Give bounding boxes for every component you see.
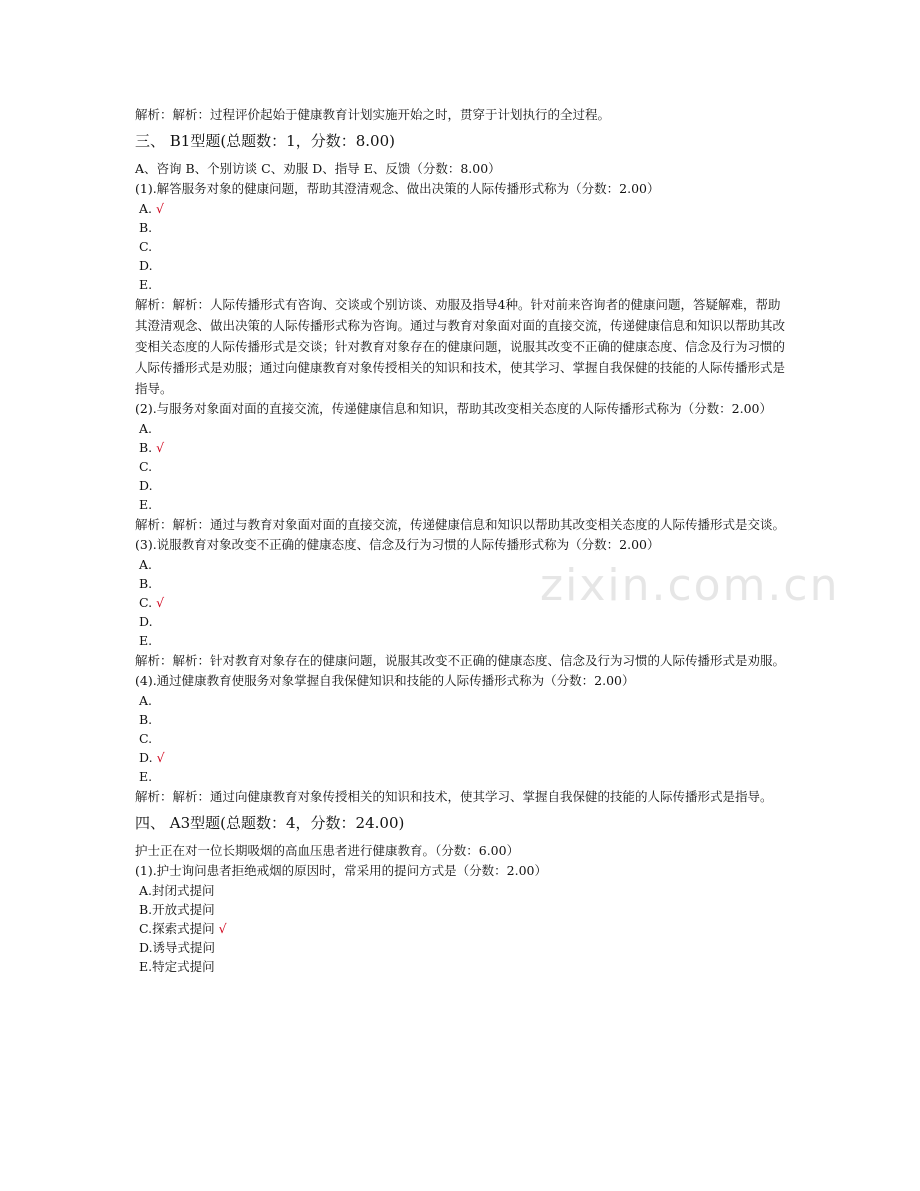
answer-option — [135, 574, 787, 593]
answer-option-label: B. — [139, 220, 153, 235]
answer-option-label: C. — [139, 731, 153, 746]
answer-option — [135, 767, 787, 786]
watermark: zixin.com.cn — [540, 560, 840, 611]
explanation-text — [135, 786, 787, 807]
answer-option-label: E. — [139, 277, 153, 292]
question-text-label: (3).说服教育对象改变不正确的健康态度、信念及行为习惯的人际传播形式称为（分数：2.00） — [135, 537, 660, 552]
question-text-label: (1).解答服务对象的健康问题，帮助其澄清观念、做出决策的人际传播形式称为（分数：2.00） — [135, 181, 660, 196]
answer-option-label: D. — [139, 258, 153, 273]
answer-option-label: E.特定式提问 — [139, 959, 215, 974]
answer-option — [135, 729, 787, 748]
answer-option-label: E. — [139, 633, 153, 648]
answer-option — [135, 691, 787, 710]
section-heading-label: 四、 A3型题(总题数：4，分数：24.00) — [135, 814, 405, 832]
explanation-text-label: 解析：解析：通过向健康教育对象传授相关的知识和技术，使其学习、掌握自我保健的技能的人际传播形式是指导。 — [135, 789, 773, 804]
question-text — [135, 535, 787, 555]
explanation-text-label: 解析：解析：通过与教育对象面对面的直接交流，传递健康信息和知识以帮助其改变相关态度的人际传播形式是交谈。 — [135, 517, 786, 532]
answer-option-label: E. — [139, 497, 153, 512]
answer-option-label: B. — [139, 576, 153, 591]
answer-option-label: C.探索式提问 — [139, 921, 215, 936]
answer-option — [135, 199, 787, 218]
answer-option-label: B.开放式提问 — [139, 902, 215, 917]
correct-check-icon: √ — [156, 595, 165, 610]
question-text — [135, 861, 787, 881]
question-text — [135, 399, 787, 419]
answer-option — [135, 938, 787, 957]
document-body — [135, 104, 787, 976]
explanation-text-label: 解析：解析：人际传播形式有咨询、交谈或个别访谈、劝服及指导4种。针对前来咨询者的健康问题，答疑解难，帮助其澄清观念、做出决策的人际传播形式称为咨询。通过与教育对象面对面的直接交流，传递健康信息和知识以帮助其改变相关态度的人际传播形式是交谈；针对教育对象存在的健康问题，说服其改变不正确的健康态度、信念及行为习惯的人际传播形式是劝服；通过向健康教育对象传授相关的知识和技术，使其学习、掌握自我保健的技能的人际传播形式是指导。 — [135, 297, 786, 396]
answer-option — [135, 495, 787, 514]
explanation-text — [135, 650, 787, 671]
answer-option-label: C. — [139, 595, 153, 610]
correct-check-icon: √ — [156, 440, 165, 455]
answer-option — [135, 476, 787, 495]
answer-option-label: A. — [139, 421, 153, 436]
question-text-label: (2).与服务对象面对面的直接交流，传递健康信息和知识，帮助其改变相关态度的人际传播形式称为（分数：2.00） — [135, 401, 773, 416]
question-text — [135, 841, 787, 861]
answer-option — [135, 612, 787, 631]
answer-option-label: C. — [139, 239, 153, 254]
explanation-text — [135, 104, 787, 125]
correct-check-icon: √ — [156, 750, 165, 765]
answer-option-label: A. — [139, 557, 153, 572]
question-text — [135, 159, 787, 179]
explanation-text — [135, 514, 787, 535]
answer-option-label: D. — [139, 478, 153, 493]
answer-option — [135, 900, 787, 919]
explanation-text — [135, 294, 787, 399]
answer-option — [135, 881, 787, 900]
question-text — [135, 179, 787, 199]
correct-check-icon: √ — [156, 201, 164, 216]
answer-option — [135, 275, 787, 294]
answer-option-label: E. — [139, 769, 153, 784]
answer-option-label: C. — [139, 459, 153, 474]
answer-option-label: D. — [139, 614, 153, 629]
answer-option — [135, 631, 787, 650]
answer-option — [135, 218, 787, 237]
answer-option-label: B. — [139, 440, 153, 455]
answer-option — [135, 555, 787, 574]
answer-option — [135, 710, 787, 729]
section-heading — [135, 127, 787, 155]
answer-option-label: A. — [139, 201, 153, 216]
answer-option — [135, 237, 787, 256]
answer-option — [135, 593, 787, 612]
answer-option — [135, 957, 787, 976]
explanation-text-label: 解析：解析：针对教育对象存在的健康问题，说服其改变不正确的健康态度、信念及行为习惯的人际传播形式是劝服。 — [135, 653, 786, 668]
answer-option — [135, 419, 787, 438]
answer-option — [135, 748, 787, 767]
section-heading — [135, 809, 787, 837]
question-text-label: 护士正在对一位长期吸烟的高血压患者进行健康教育。（分数：6.00） — [135, 843, 520, 858]
correct-check-icon: √ — [218, 921, 227, 936]
answer-option-label: D.诱导式提问 — [139, 940, 216, 955]
answer-option — [135, 919, 787, 938]
answer-option-label: D. — [139, 750, 153, 765]
section-heading-label: 三、 B1型题(总题数：1，分数：8.00) — [135, 132, 395, 150]
explanation-text-label: 解析：解析：过程评价起始于健康教育计划实施开始之时，贯穿于计划执行的全过程。 — [135, 107, 611, 122]
question-text-label: (1).护士询问患者拒绝戒烟的原因时，常采用的提问方式是（分数：2.00） — [135, 863, 548, 878]
answer-option-label: A. — [139, 693, 153, 708]
question-text-label: (4).通过健康教育使服务对象掌握自我保健知识和技能的人际传播形式称为（分数：2.00） — [135, 673, 635, 688]
answer-option — [135, 438, 787, 457]
answer-option-label: A.封闭式提问 — [139, 883, 215, 898]
question-text-label: A、咨询 B、个别访谈 C、劝服 D、指导 E、反馈（分数：8.00） — [135, 161, 501, 176]
question-text — [135, 671, 787, 691]
answer-option — [135, 457, 787, 476]
answer-option-label: B. — [139, 712, 153, 727]
answer-option — [135, 256, 787, 275]
